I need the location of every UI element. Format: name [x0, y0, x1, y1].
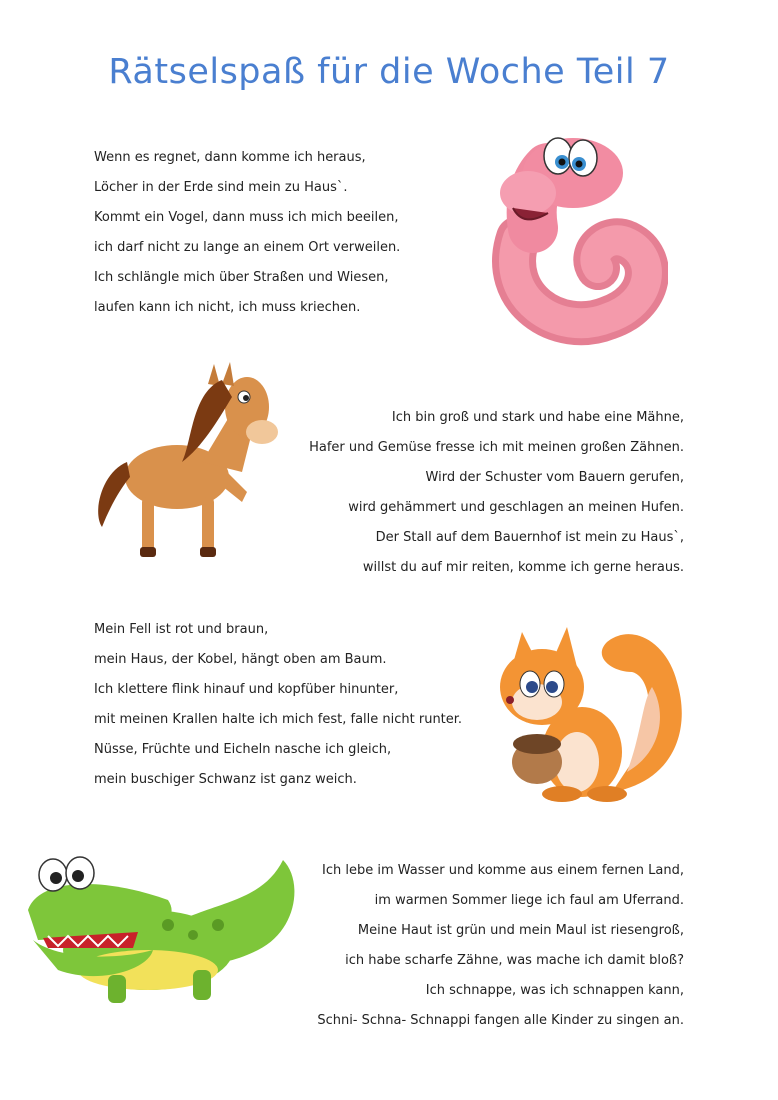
poem-line: mein buschiger Schwanz ist ganz weich.	[94, 772, 357, 787]
worm-illustration	[478, 118, 668, 348]
page-title: Rätselspaß für die Woche Teil 7	[108, 52, 670, 92]
poem-line: im warmen Sommer liege ich faul am Uferrand.	[374, 893, 684, 908]
poem-line: Löcher in der Erde sind mein zu Haus`.	[94, 180, 348, 195]
horse-illustration	[82, 352, 282, 572]
poem-line: mit meinen Krallen halte ich mich fest, falle nicht runter.	[94, 712, 463, 727]
poem-line: Ich schnappe, was ich schnappen kann,	[425, 983, 684, 998]
poem-line: Schni- Schna- Schnappi fangen alle Kinder zu singen an.	[317, 1013, 684, 1028]
poem-line: Meine Haut ist grün und mein Maul ist riesengroß,	[357, 923, 684, 938]
riddle-squirrel	[94, 615, 462, 795]
riddle-horse	[309, 403, 684, 583]
squirrel-illustration	[492, 612, 692, 812]
worm-face	[500, 138, 623, 219]
poem-line: Der Stall auf dem Bauernhof ist mein zu Haus`,	[375, 530, 684, 545]
poem-line: Nüsse, Früchte und Eicheln nasche ich gleich,	[94, 742, 392, 757]
poem-line: Ich klettere flink hinauf und kopfüber hinunter,	[94, 682, 399, 697]
poem-line: wird gehämmert und geschlagen an meinen Hufen.	[348, 500, 684, 515]
poem-line: Wird der Schuster vom Bauern gerufen,	[425, 470, 684, 485]
poem-line: Mein Fell ist rot und braun,	[94, 622, 269, 637]
poem-line: Hafer und Gemüse fresse ich mit meinen großen Zähnen.	[309, 440, 684, 455]
horse-body	[98, 362, 278, 557]
riddle-crocodile	[317, 856, 684, 1036]
poem-line: laufen kann ich nicht, ich muss kriechen.	[94, 300, 361, 315]
poem-line: ich habe scharfe Zähne, was mache ich damit bloß?	[345, 953, 684, 968]
poem-line: Ich schlängle mich über Straßen und Wiesen,	[94, 270, 389, 285]
poem-line: mein Haus, der Kobel, hängt oben am Baum.	[94, 652, 387, 667]
poem-line: Kommt ein Vogel, dann muss ich mich beeilen,	[94, 210, 399, 225]
riddle-worm	[94, 143, 400, 323]
poem-line: willst du auf mir reiten, komme ich gerne heraus.	[362, 560, 684, 575]
squirrel-body	[500, 627, 682, 802]
poem-line: Ich bin groß und stark und habe eine Mähne,	[391, 410, 684, 425]
poem-line: ich darf nicht zu lange an einem Ort verweilen.	[94, 240, 401, 255]
crocodile-illustration	[18, 840, 318, 1010]
poem-line: Wenn es regnet, dann komme ich heraus,	[94, 150, 366, 165]
crocodile-body	[28, 857, 294, 1003]
poem-line: Ich lebe im Wasser und komme aus einem fernen Land,	[322, 863, 684, 878]
